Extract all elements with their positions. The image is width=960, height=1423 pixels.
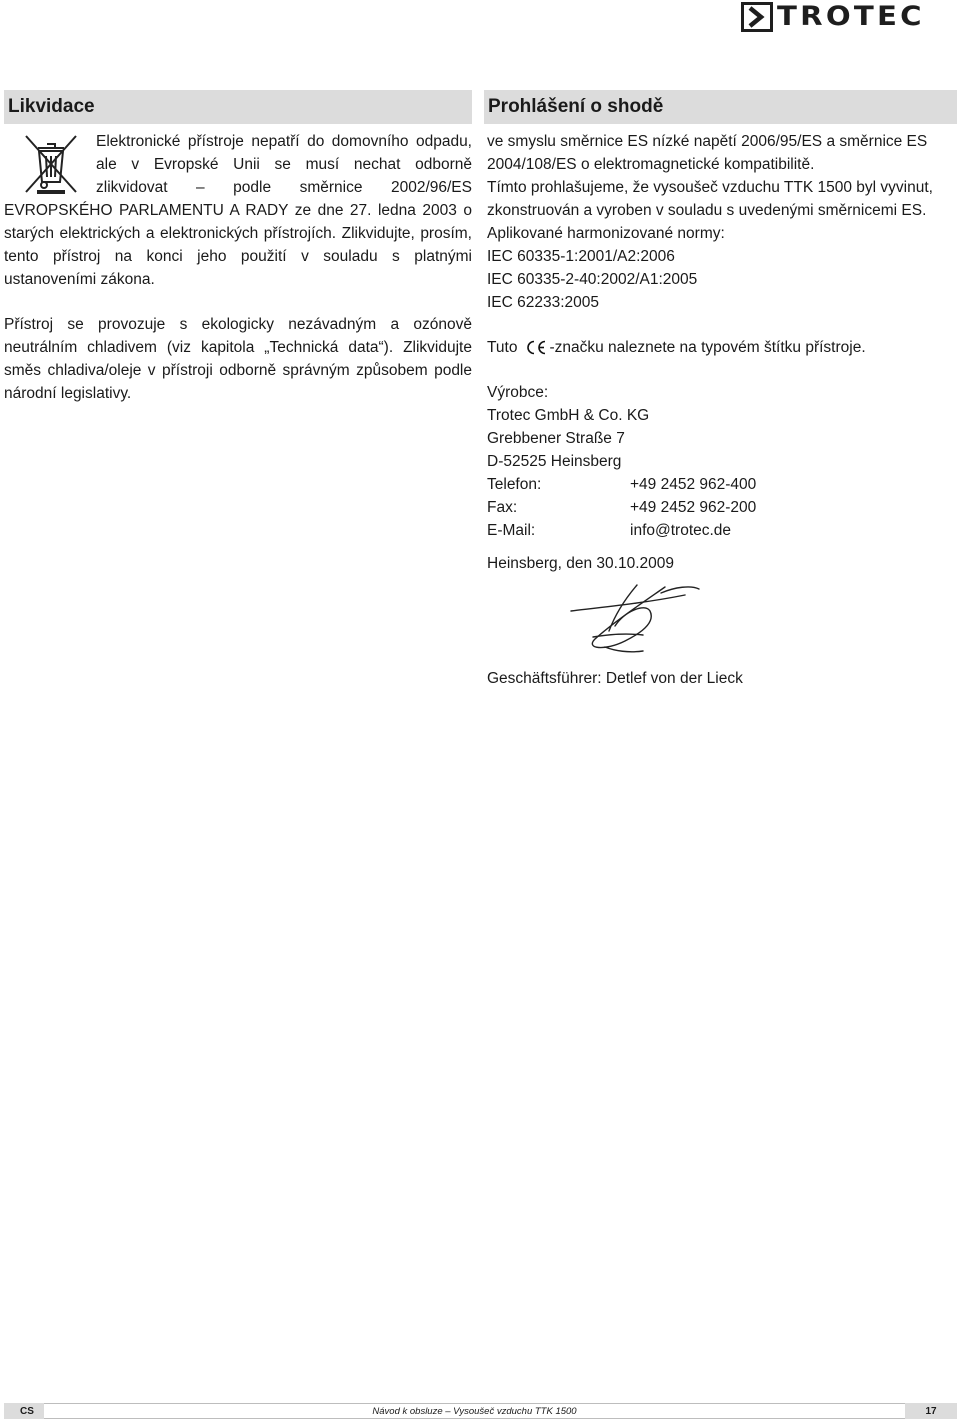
fax-label: Fax:: [487, 499, 518, 516]
logo-chevron-icon: [741, 2, 773, 32]
handwritten-signature: [565, 581, 705, 659]
footer-title: Návod k obsluze – Vysoušeč vzduchu TTK 1500: [44, 1403, 905, 1419]
manufacturer-label: Výrobce:: [487, 384, 549, 401]
crossed-out-wheelie-bin-icon: [18, 132, 84, 196]
standard-item: IEC 60335-1:2001/A2:2006: [487, 248, 675, 265]
manufacturer-name: Trotec GmbH & Co. KG: [487, 407, 650, 424]
standard-item: IEC 60335-2-40:2002/A1:2005: [487, 271, 698, 288]
phone-row: [487, 473, 957, 496]
conformity-section: [487, 90, 957, 690]
ce-line-after: -značku naleznete na typovém štítku přístroje.: [549, 339, 866, 356]
manufacturer-city: D-52525 Heinsberg: [487, 453, 622, 470]
trotec-logo: [741, 2, 957, 32]
email-row: [487, 519, 957, 542]
ce-line-before: Tuto: [487, 339, 518, 356]
declaration-line: Tímto prohlašujeme, že vysoušeč vzduchu TTK 1500 byl vyvinut, zkonstruován a vyroben v souladu s uvedenými směrnicemi ES.: [487, 179, 933, 219]
ce-mark-icon: [525, 340, 547, 355]
footer-page-number: 17: [905, 1403, 957, 1419]
logo-text: TROTEC: [777, 1, 925, 32]
fax-value: +49 2452 962-200: [630, 499, 757, 516]
disposal-paragraph-1: [4, 130, 472, 291]
disposal-paragraph-2: Přístroj se provozuje s ekologicky nezávadným a ozónově neutrálním chladivem (viz kapitola „Technická data“). Zlikvidujte směs chladiva/oleje v přístroji odborně správným způsobem podle národní legislativy.: [4, 316, 472, 402]
manufacturer-block: [487, 381, 957, 542]
disposal-paragraph-1-text: Elektronické přístroje nepatří do domovního odpadu, ale v Evropské Unii se musí nechat odborně zlikvidovat – podle směrnice 2002/96/ES EVROPSKÉHO PARLAMENTU A RADY ze dne 27. ledna 2003 o starých elektrických a elektronických přístrojích. Zlikvidujte, prosím, tento přístroj na konci jeho použití v souladu s platnými ustanoveními zákona.: [4, 133, 472, 288]
phone-value: +49 2452 962-400: [630, 476, 757, 493]
phone-label: Telefon:: [487, 476, 542, 493]
directive-line: ve smyslu směrnice ES nízké napětí 2006/95/ES a směrnice ES 2004/108/ES o elektromagnetické kompatibilitě.: [487, 133, 928, 173]
conformity-text-block: [487, 130, 957, 314]
place-date: Heinsberg, den 30.10.2009: [487, 555, 675, 572]
disposal-section: [4, 90, 472, 405]
ce-mark-line: [487, 336, 957, 359]
email-value: info@trotec.de: [630, 522, 732, 539]
email-label: E-Mail:: [487, 522, 536, 539]
page-footer: [4, 1403, 957, 1419]
manufacturer-street: Grebbener Straße 7: [487, 430, 625, 447]
footer-language: CS: [4, 1403, 44, 1419]
conformity-heading: Prohlášení o shodě: [484, 90, 957, 124]
signatory: Geschäftsführer: Detlef von der Lieck: [487, 670, 743, 687]
standard-item: IEC 62233:2005: [487, 294, 600, 311]
standards-label: Aplikované harmonizované normy:: [487, 225, 725, 242]
disposal-heading: Likvidace: [4, 90, 472, 124]
fax-row: [487, 496, 957, 519]
